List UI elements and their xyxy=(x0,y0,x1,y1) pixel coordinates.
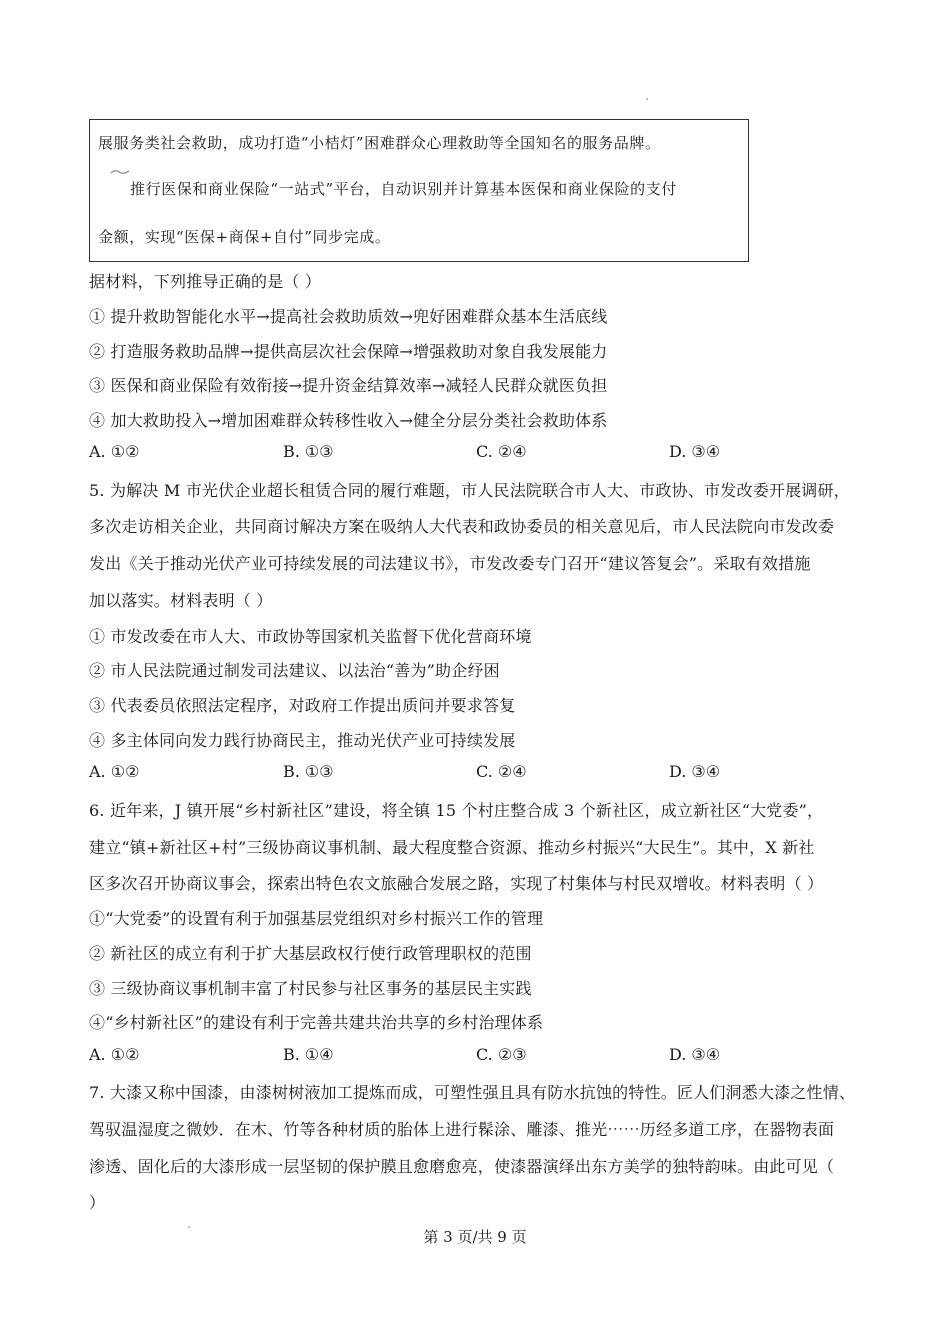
q5-option-a: A. ①② xyxy=(89,762,140,781)
q4-option-a: A. ①② xyxy=(89,442,140,461)
speck-mark xyxy=(646,98,648,100)
q7-stem-line-1: 7. 大漆又称中国漆，由漆树树液加工提炼而成，可塑性强且具有防水抗蚀的特性。匠人们洞悉大漆之性情、 xyxy=(89,1083,856,1102)
q4-item-4: ④ 加大救助投入→增加困难群众转移性收入→健全分层分类社会救助体系 xyxy=(89,411,608,430)
q5-item-2: ② 市人民法院通过制发司法建议、以法治“善为”助企纾困 xyxy=(89,661,500,680)
q6-stem-line-2: 建立“镇+新社区+村”三级协商议事机制、最大程度整合资源、推动乡村振兴“大民生”。其中，X 新社 xyxy=(89,838,815,857)
material-line-3: 金额，实现“医保+商保+自付”同步完成。 xyxy=(98,228,391,246)
q5-stem-line-2: 多次走访相关企业，共同商讨解决方案在吸纳人大代表和政协委员的相关意见后，市人民法院向市发改委 xyxy=(89,517,835,536)
q5-stem-line-1: 5. 为解决 M 市光伏企业超长租赁合同的履行难题，市人民法院联合市人大、市政协、市发改委开展调研， xyxy=(89,481,850,500)
q4-item-1: ① 提升救助智能化水平→提高社会救助质效→兜好困难群众基本生活底线 xyxy=(89,307,608,326)
q6-stem-line-1: 6. 近年来，J 镇开展“乡村新社区”建设，将全镇 15 个村庄整合成 3 个新社区，成立新社区“大党委”， xyxy=(89,801,824,820)
material-box xyxy=(89,119,749,262)
q5-item-1: ① 市发改委在市人大、市政协等国家机关监督下优化营商环境 xyxy=(89,627,532,646)
q4-item-3: ③ 医保和商业保险有效衔接→提升资金结算效率→减轻人民群众就医负担 xyxy=(89,376,608,395)
q5-item-4: ④ 多主体同向发力践行协商民主，推动光伏产业可持续发展 xyxy=(89,731,516,750)
q6-item-1: ①“大党委”的设置有利于加强基层党组织对乡村振兴工作的管理 xyxy=(89,909,544,928)
q4-stem: 据材料，下列推导正确的是（ ） xyxy=(89,272,322,291)
q6-option-b: B. ①④ xyxy=(283,1045,334,1064)
material-line-2: 推行医保和商业保险“一站式”平台，自动识别并计算基本医保和商业保险的支付 xyxy=(130,180,677,198)
q6-item-4: ④“乡村新社区”的建设有利于完善共建共治共享的乡村治理体系 xyxy=(89,1013,544,1032)
q4-option-c: C. ②④ xyxy=(476,442,527,461)
q7-stem-line-2: 驾驭温湿度之微妙．在木、竹等各种材质的胎体上进行髹涂、雕漆、推光⋯⋯历经多道工序，在器物表面 xyxy=(89,1120,835,1139)
q6-option-a: A. ①② xyxy=(89,1045,140,1064)
q5-stem-line-4: 加以落实。材料表明（ ） xyxy=(89,591,273,610)
q4-option-b: B. ①③ xyxy=(283,442,334,461)
q5-option-c: C. ②④ xyxy=(476,762,527,781)
q5-option-b: B. ①③ xyxy=(283,762,334,781)
q7-stem-line-4: ） xyxy=(89,1193,106,1212)
q6-stem-line-3: 区多次召开协商议事会，探索出特色农文旅融合发展之路，实现了村集体与村民双增收。材料表明（ ） xyxy=(89,874,824,893)
q6-option-c: C. ②③ xyxy=(476,1045,527,1064)
q5-item-3: ③ 代表委员依照法定程序，对政府工作提出质问并要求答复 xyxy=(89,696,516,715)
material-line-1: 展服务类社会救助，成功打造“小桔灯”困难群众心理救助等全国知名的服务品牌。 xyxy=(98,134,661,152)
pen-scribble-icon xyxy=(110,168,130,176)
page-footer: 第 3 页/共 9 页 xyxy=(423,1228,527,1246)
q6-item-3: ③ 三级协商议事机制丰富了村民参与社区事务的基层民主实践 xyxy=(89,979,532,998)
q5-stem-line-3: 发出《关于推动光伏产业可持续发展的司法建议书》，市发改委专门召开“建议答复会”。采取有效措施 xyxy=(89,554,811,573)
q6-option-d: D. ③④ xyxy=(669,1045,721,1064)
q6-item-2: ② 新社区的成立有利于扩大基层政权行使行政管理职权的范围 xyxy=(89,944,532,963)
q7-stem-line-3: 渗透、固化后的大漆形成一层坚韧的保护膜且愈磨愈亮，使漆器演绎出东方美学的独特韵味。由此可见（ xyxy=(89,1157,835,1176)
q4-option-d: D. ③④ xyxy=(669,442,721,461)
q5-option-d: D. ③④ xyxy=(669,762,721,781)
q4-item-2: ② 打造服务救助品牌→提供高层次社会保障→增强救助对象自我发展能力 xyxy=(89,342,608,361)
